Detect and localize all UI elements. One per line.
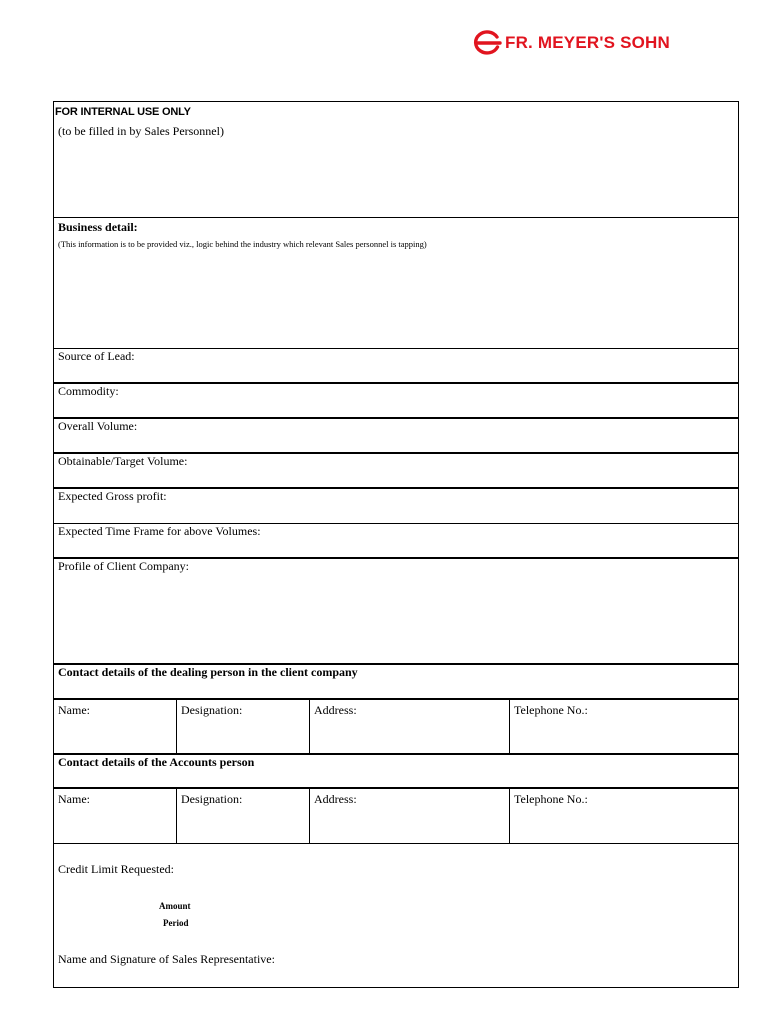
target-volume-field[interactable] [54,454,738,489]
source-of-lead-field[interactable] [54,349,738,384]
business-detail-note: (This information is to be provided viz., logic behind the industry which relevant Sales personnel is tapping) [58,239,427,249]
dealing-contact-header [54,665,738,700]
dealing-contact-row [54,700,738,755]
commodity-label: Commodity: [58,384,119,398]
dealing-address-cell[interactable] [310,700,510,753]
source-of-lead-label: Source of Lead: [58,349,135,363]
amount-label: Amount [159,901,191,911]
period-label: Period [163,918,189,928]
dealing-designation-cell[interactable] [177,700,310,753]
accounts-name-cell[interactable] [54,789,177,843]
dealing-telephone-label: Telephone No.: [514,703,588,717]
signature-label: Name and Signature of Sales Representative: [58,952,275,966]
dealing-address-label: Address: [314,703,357,717]
accounts-contact-header [54,755,738,789]
client-profile-label: Profile of Client Company: [58,559,189,573]
lead-form [53,101,739,988]
accounts-contact-title: Contact details of the Accounts person [58,755,255,769]
dealing-designation-label: Designation: [181,703,243,717]
time-frame-label: Expected Time Frame for above Volumes: [58,524,261,538]
accounts-name-label: Name: [58,792,90,806]
overall-volume-field[interactable] [54,419,738,454]
dealing-telephone-cell[interactable] [510,700,738,753]
accounts-designation-label: Designation: [181,792,243,806]
internal-use-title: FOR INTERNAL USE ONLY [55,106,191,118]
gross-profit-label: Expected Gross profit: [58,489,167,503]
accounts-telephone-label: Telephone No.: [514,792,588,806]
company-logo [472,26,670,60]
accounts-designation-cell[interactable] [177,789,310,843]
accounts-telephone-cell[interactable] [510,789,738,843]
commodity-field[interactable] [54,384,738,419]
credit-limit-label: Credit Limit Requested: [58,862,174,876]
accounts-address-cell[interactable] [310,789,510,843]
business-detail-section[interactable] [54,218,738,349]
accounts-contact-row [54,789,738,844]
business-detail-title: Business detail: [58,220,138,234]
logo-text: FR. MEYER'S SOHN [505,33,670,52]
credit-signature-section[interactable] [54,844,738,987]
dealing-name-cell[interactable] [54,700,177,753]
time-frame-field[interactable] [54,524,738,559]
client-profile-field[interactable] [54,559,738,665]
dealing-contact-title: Contact details of the dealing person in the client company [58,665,358,679]
internal-use-section [54,102,738,218]
target-volume-label: Obtainable/Target Volume: [58,454,188,468]
accounts-address-label: Address: [314,792,357,806]
meyers-sohn-logo-icon [472,30,502,56]
gross-profit-field[interactable] [54,489,738,524]
dealing-name-label: Name: [58,703,90,717]
internal-use-subtitle: (to be filled in by Sales Personnel) [58,124,224,138]
overall-volume-label: Overall Volume: [58,419,138,433]
